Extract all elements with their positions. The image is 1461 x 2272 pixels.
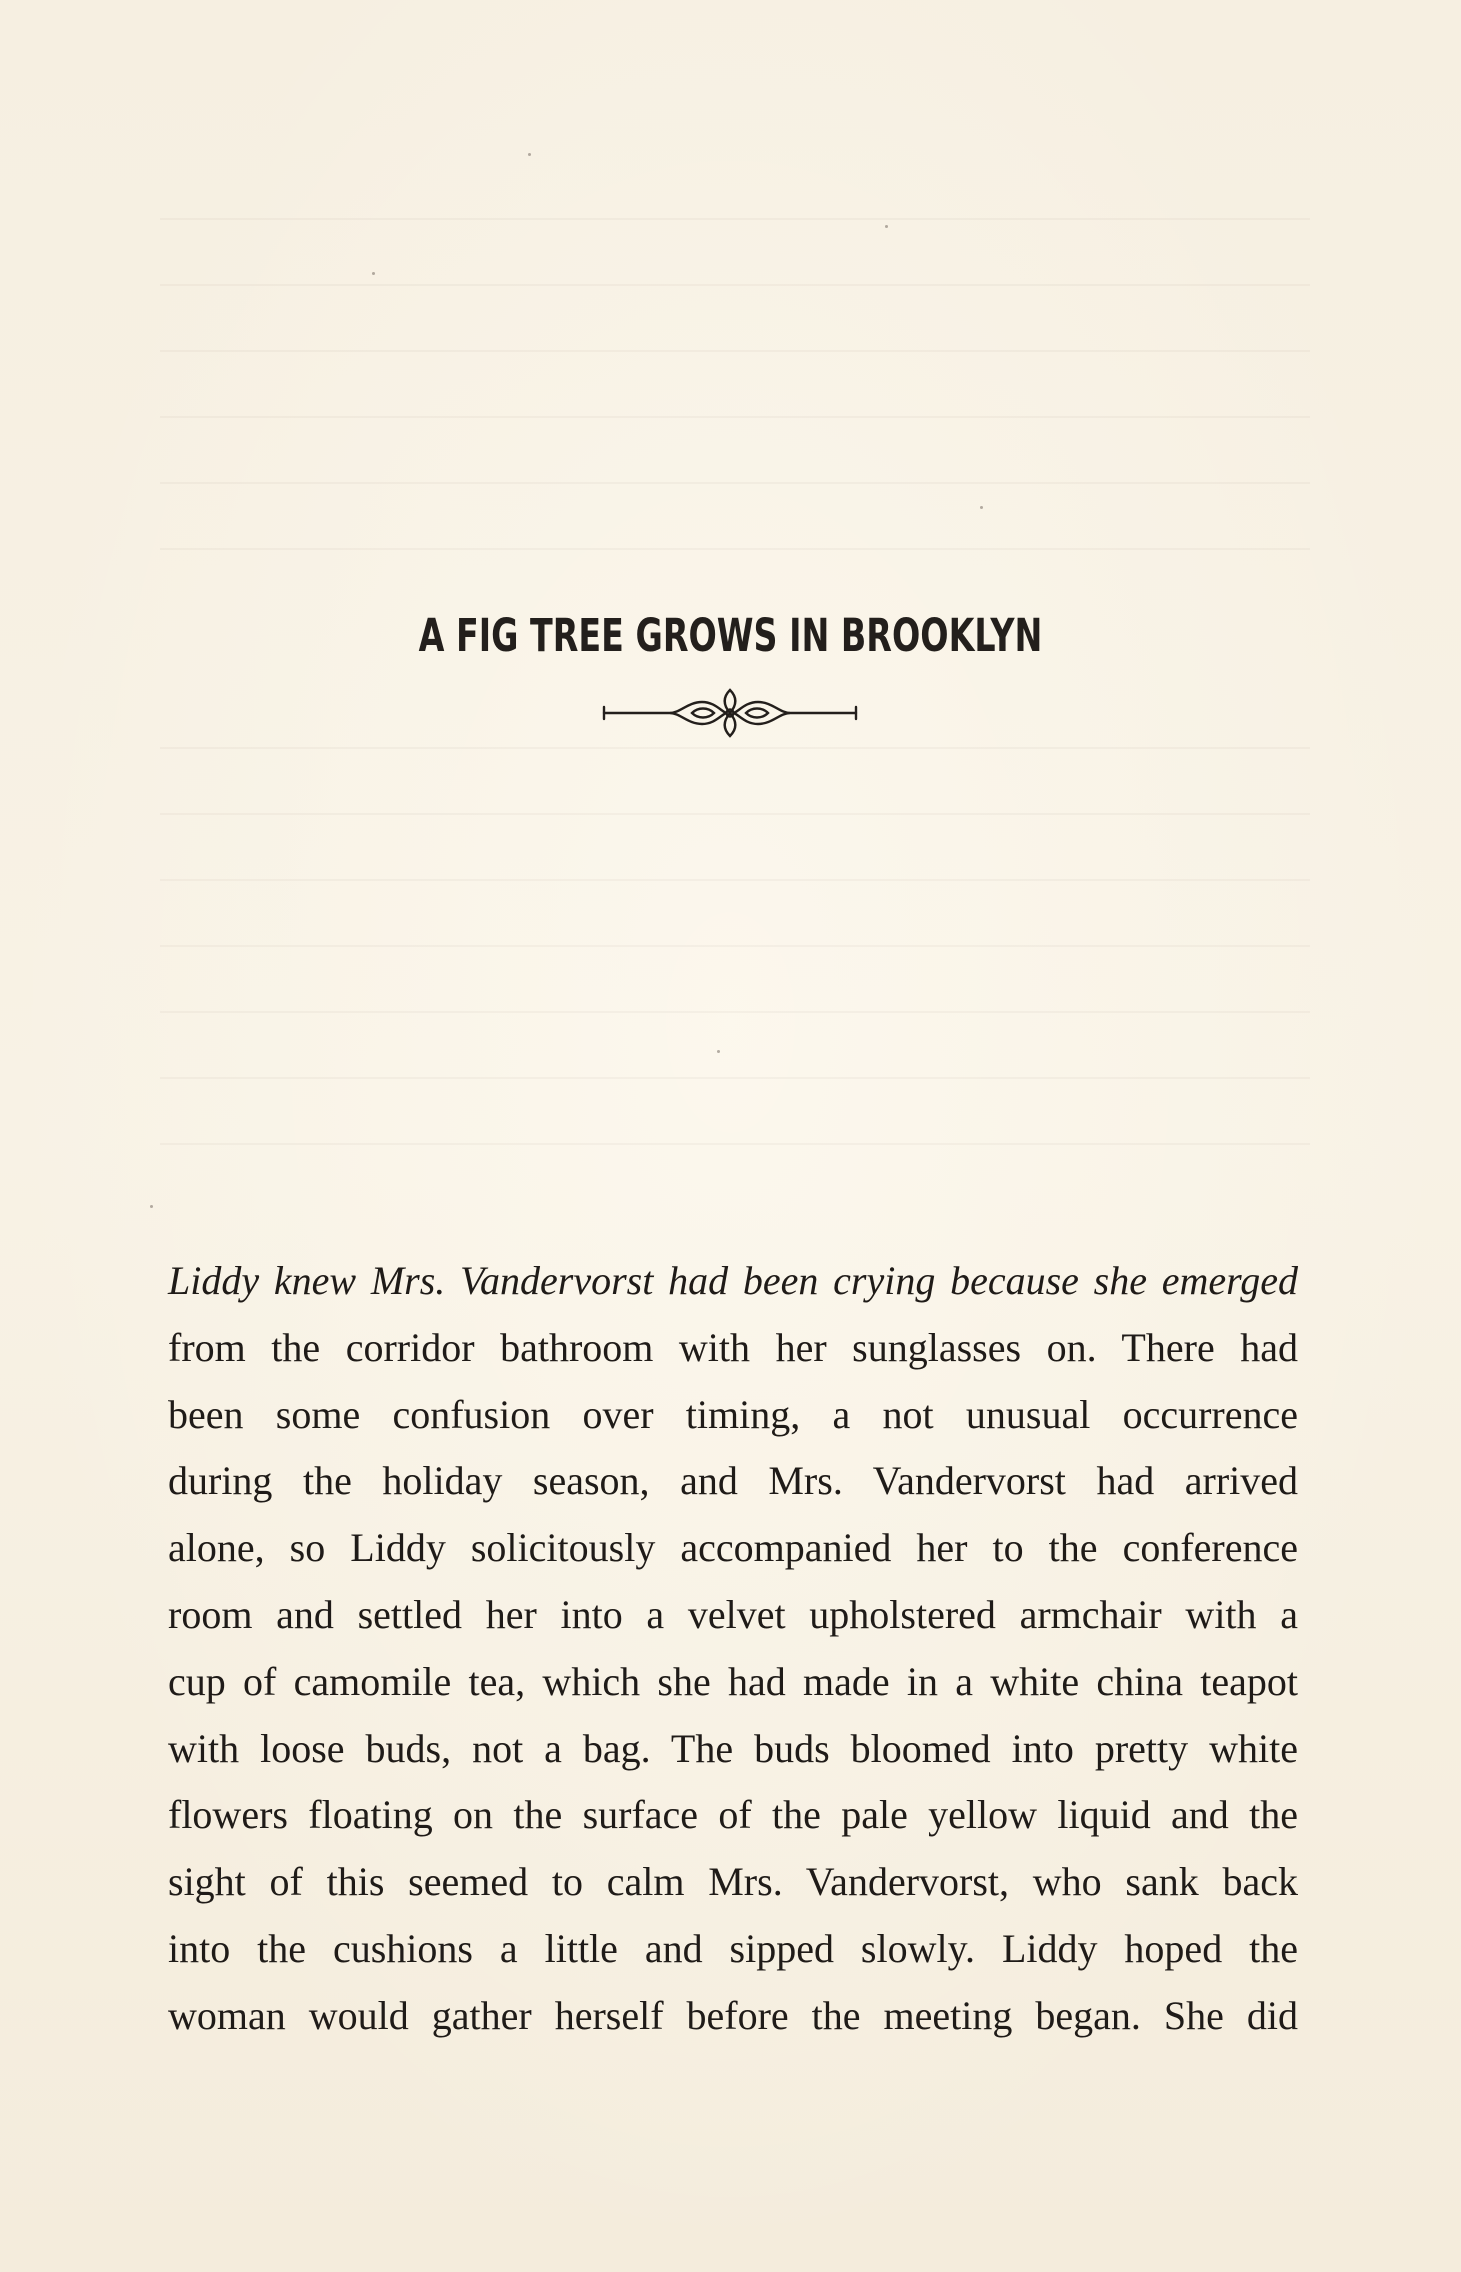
- text-line: from the corridor bathroom with her sunglasses on. There had: [168, 1324, 1298, 1370]
- paper-speck: [150, 1205, 153, 1208]
- text-line: sight of this seemed to calm Mrs. Vandervorst, who sank back: [168, 1859, 1298, 1905]
- text-line: been some confusion over timing, a not unusual occurrence: [168, 1391, 1298, 1437]
- text-line: into the cushions a little and sipped slowly. Liddy hoped the: [168, 1925, 1298, 1971]
- chapter-opening-paragraph: [168, 1248, 1298, 2050]
- show-through-line: [160, 813, 1310, 815]
- show-through-line: [160, 350, 1310, 352]
- text-line-italic: Liddy knew Mrs. Vandervorst had been crying because she emerged: [168, 1258, 1298, 1303]
- show-through-line: [160, 218, 1310, 220]
- show-through-line: [160, 1077, 1310, 1079]
- paper-speck: [980, 506, 983, 509]
- text-line: alone, so Liddy solicitously accompanied her to the conference: [168, 1525, 1298, 1571]
- show-through-line: [160, 879, 1310, 881]
- paper-speck: [717, 1050, 720, 1053]
- show-through-line: [160, 1143, 1310, 1145]
- text-line: woman would gather herself before the meeting began. She did: [168, 1992, 1298, 2038]
- text-line: flowers floating on the surface of the pale yellow liquid and the: [168, 1792, 1298, 1838]
- show-through-line: [160, 284, 1310, 286]
- chapter-title: A FIG TREE GROWS IN BROOKLYN: [418, 609, 1043, 662]
- scroll-flourish-icon: [600, 680, 860, 746]
- text-line: room and settled her into a velvet upholstered armchair with a: [168, 1591, 1298, 1637]
- text-line: cup of camomile tea, which she had made in a white china teapot: [168, 1658, 1298, 1704]
- paper-speck: [528, 153, 531, 156]
- show-through-line: [160, 945, 1310, 947]
- paper-speck: [372, 272, 375, 275]
- show-through-line: [160, 416, 1310, 418]
- show-through-line: [160, 1011, 1310, 1013]
- text-line: with loose buds, not a bag. The buds bloomed into pretty white: [168, 1725, 1298, 1771]
- show-through-line: [160, 482, 1310, 484]
- show-through-line: [160, 747, 1310, 749]
- show-through-line: [160, 548, 1310, 550]
- text-line: during the holiday season, and Mrs. Vandervorst had arrived: [168, 1458, 1298, 1504]
- paper-speck: [885, 225, 888, 228]
